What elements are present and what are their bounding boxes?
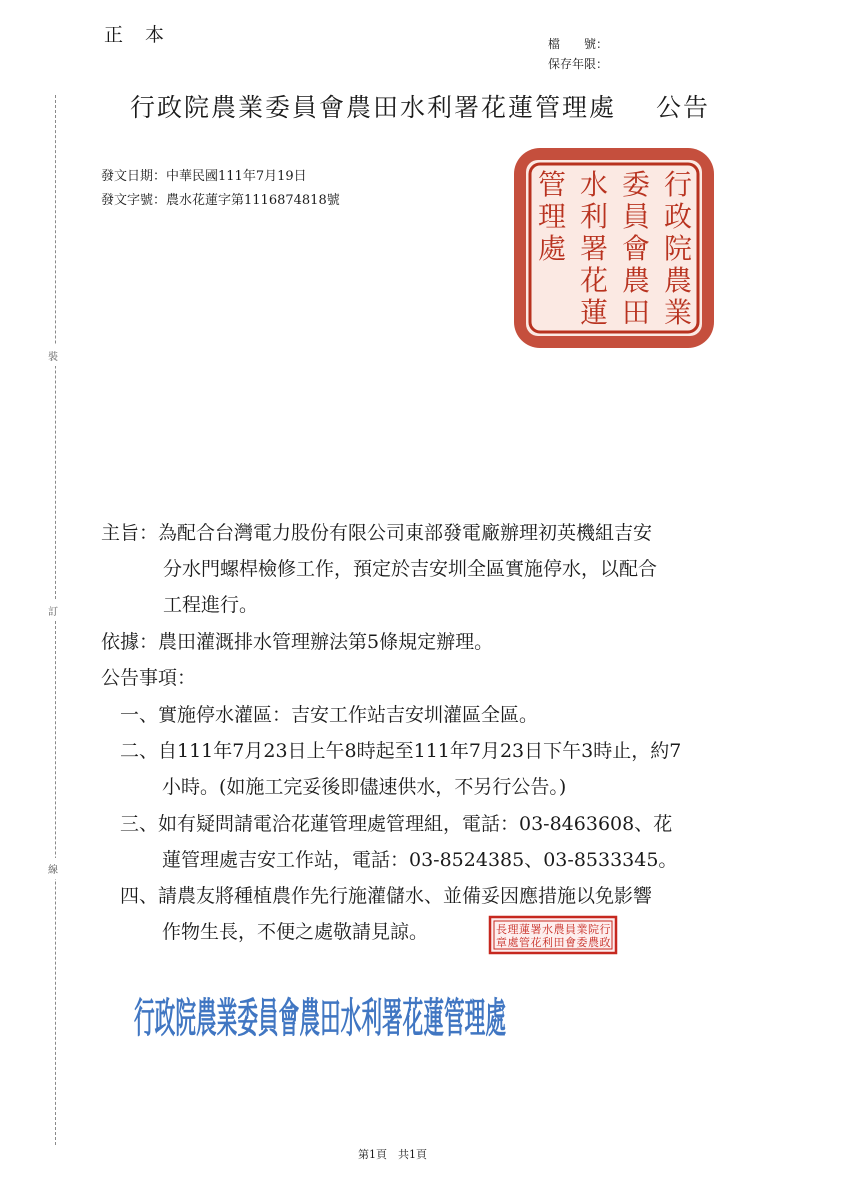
seal-character: 署 [579,232,609,265]
seal-character: 理 [537,200,567,233]
seal-character: 農 [553,923,565,936]
seal-character: 委 [576,936,588,949]
document-reference-number: 發文字號：農水花蓮字第1116874818號 [101,193,340,208]
seal-character: 處 [507,936,519,949]
organization-name-stamp-text: 行政院農業委員會農田水利署花蓮管理處 [134,993,506,1042]
seal-character: 章 [496,936,507,949]
organization-name-stamp [130,990,510,1046]
seal-character: 院 [663,232,693,265]
item-2-line-2: 小時。(如施工完妥後即儘速供水，不另行公告。) [162,776,567,798]
binding-mark-xian: 線 [48,858,58,879]
seal-character: 政 [599,936,611,949]
seal-character: 員 [565,923,576,936]
retention-period-label: 保存年限： [548,57,609,71]
seal-character: 院 [588,923,599,936]
seal-character: 員 [621,200,651,233]
basis-line: 依據：農田灌溉排水管理辦法第5條規定辦理。 [101,631,494,653]
item-4-line-2: 作物生長，不便之處敬請見諒。 [162,921,429,943]
item-4-line-1: 四、請農友將種植農作先行施灌儲水、並備妥因應措施以免影響 [120,885,653,907]
seal-character: 農 [663,264,693,297]
copy-type-label: 正本 [104,24,187,46]
subject-line-2: 分水門螺桿檢修工作，預定於吉安圳全區實施停水，以配合 [163,558,658,580]
seal-character: 業 [663,296,693,329]
seal-character: 田 [553,936,565,949]
director-seal [488,915,618,955]
seal-character: 署 [530,923,542,936]
item-3-line-1: 三、如有疑問請電洽花蓮管理處管理組，電話：03-8463608、花 [120,813,673,835]
seal-character: 管 [537,168,567,201]
seal-character: 農 [621,264,651,297]
binding-mark-zhuang: 裝 [48,345,58,366]
seal-character: 水 [542,923,553,936]
item-2-line-1: 二、自111年7月23日上午8時起至111年7月23日下午3時止，約7 [120,740,682,762]
official-seal [508,142,720,354]
issue-date: 發文日期：中華民國111年7月19日 [101,169,307,184]
announcement-items-heading: 公告事項： [101,667,197,689]
issuing-organization: 行政院農業委員會農田水利署花蓮管理處 [130,93,617,122]
seal-character: 蓮 [579,296,609,329]
seal-character: 農 [588,936,599,949]
seal-character: 政 [663,200,693,233]
seal-character: 蓮 [519,923,530,936]
seal-character: 田 [621,296,651,329]
seal-character: 業 [576,923,588,936]
subject-line-3: 工程進行。 [163,594,259,616]
document-type: 公告 [656,93,711,122]
seal-character: 會 [621,232,651,265]
item-3-line-2: 蓮管理處吉安工作站，電話：03-8524385、03-8533345。 [162,849,678,871]
seal-character: 管 [519,936,530,949]
item-1: 一、實施停水灌區：吉安工作站吉安圳灌區全區。 [120,704,539,726]
seal-character: 行 [599,923,611,936]
seal-character: 花 [579,264,609,297]
seal-character: 會 [565,936,576,949]
binding-mark-ding: 訂 [48,600,58,621]
seal-character: 委 [621,168,651,201]
page-number: 第1頁 共1頁 [358,1148,427,1161]
seal-character: 水 [579,168,609,201]
seal-character: 行 [663,168,693,201]
seal-character: 花 [530,936,542,949]
file-number-label: 檔 號： [548,37,609,51]
document-title [130,88,710,124]
seal-character: 利 [542,936,553,949]
seal-character: 長 [496,923,507,936]
seal-character: 處 [537,232,567,265]
seal-character: 利 [579,200,609,233]
seal-character: 理 [507,923,519,936]
subject-line-1: 主旨：為配合台灣電力股份有限公司東部發電廠辦理初英機組吉安 [101,522,653,544]
